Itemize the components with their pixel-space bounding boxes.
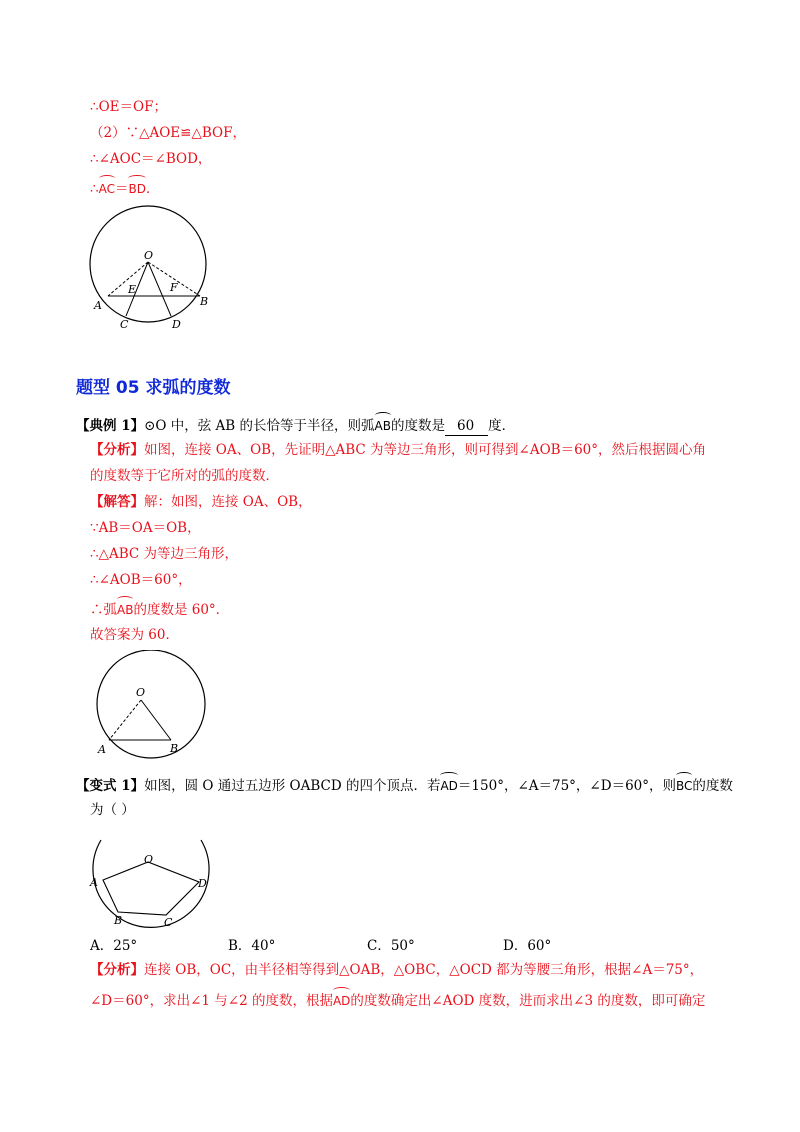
text: ∴弧 — [90, 602, 117, 618]
question-line — [76, 415, 515, 436]
arc-notation: AB — [117, 599, 133, 619]
arc-notation: BD — [128, 178, 145, 198]
text: 的度数 — [692, 778, 733, 794]
fig-label: O — [144, 249, 154, 262]
circle-figure-3 — [86, 822, 216, 932]
fig-label: A — [90, 876, 98, 889]
text: ＝ — [114, 181, 129, 197]
analysis-line — [90, 961, 703, 979]
solution-line — [90, 493, 312, 511]
text: 如图，圆 O 通过五边形 OABCD 的四个顶点．若 — [144, 778, 441, 794]
fig-label: D — [198, 877, 207, 890]
fig-label: B — [114, 914, 123, 927]
fig-label: B — [200, 295, 209, 308]
variant-tag: 【变式 1】 — [76, 778, 145, 794]
fig-label: O — [136, 686, 146, 699]
option-d: D．60° — [503, 938, 552, 954]
text-line: ∴∠AOC＝∠BOD， — [90, 151, 212, 167]
text: ＝150°，∠A＝75°，∠D＝60°，则 — [457, 778, 676, 794]
fig-label: D — [172, 318, 181, 331]
arc-notation: BC — [676, 775, 692, 795]
analysis-line — [90, 441, 706, 459]
analysis-tag: 【分析】 — [90, 442, 144, 458]
text-line: 故答案为 60． — [90, 627, 179, 643]
text: 的度数是 60°． — [133, 602, 230, 618]
arc-notation: AB — [375, 415, 391, 435]
text: 的度数是 — [390, 418, 445, 434]
analysis-tag: 【分析】 — [90, 962, 144, 978]
fig-label: A — [94, 299, 102, 312]
text: ∴ — [90, 181, 99, 197]
fig-label: B — [170, 742, 179, 755]
text: 连接 OB，OC，由半径相等得到△OAB，△OBC，△OCD 都为等腰三角形，根据∠A＝75°， — [144, 962, 704, 978]
option-c: C．50° — [367, 938, 415, 954]
answer-blank: 60 — [445, 417, 488, 436]
fig-label: E — [128, 283, 137, 296]
fig-label: C — [164, 916, 173, 929]
text: 的度数确定出∠AOD 度数，进而求出∠3 的度数，即可确定 — [350, 993, 706, 1009]
text-line: ∵AB＝OA＝OB， — [90, 520, 201, 536]
text-line: ∴△ABC 为等边三角形， — [90, 546, 239, 562]
option-b: B．40° — [228, 938, 276, 954]
circle-figure-1 — [88, 198, 218, 338]
text-line: ∴OE＝OF； — [90, 99, 167, 115]
arc-notation: AD — [440, 775, 457, 795]
text-line — [90, 599, 229, 619]
text-line: （2）∵△AOE≌△BOF， — [90, 125, 246, 141]
text: 度． — [488, 418, 516, 434]
text-line: 为（ ） — [90, 802, 135, 818]
example-tag: 【典例 1】 — [76, 418, 145, 434]
text-line: ∴∠AOB＝60°， — [90, 572, 192, 588]
text: ． — [145, 181, 160, 197]
text: ⊙O 中，弦 AB 的长恰等于半径，则弧 — [144, 418, 375, 434]
solution-tag: 【解答】 — [90, 494, 144, 510]
text-line — [90, 178, 159, 198]
text: 解：如图，连接 OA、OB， — [144, 494, 312, 510]
text: 如图，连接 OA、OB，先证明△ABC 为等边三角形，则可得到∠AOB＝60°，然后根据圆心角 — [144, 442, 706, 458]
arc-notation: AC — [99, 178, 115, 198]
text-line — [90, 990, 705, 1010]
circle-figure-2 — [86, 650, 216, 765]
fig-label: F — [170, 281, 178, 294]
text: ∠D＝60°，求出∠1 与∠2 的度数，根据 — [90, 993, 333, 1009]
option-a: A．25° — [90, 938, 138, 954]
question-line — [76, 775, 733, 795]
fig-label: O — [144, 853, 154, 866]
text-line: 的度数等于它所对的弧的度数． — [90, 468, 279, 484]
fig-label: C — [120, 318, 129, 331]
section-heading: 题型 05 求弧的度数 — [76, 378, 231, 398]
fig-label: A — [98, 743, 106, 756]
arc-notation: AD — [333, 990, 350, 1010]
